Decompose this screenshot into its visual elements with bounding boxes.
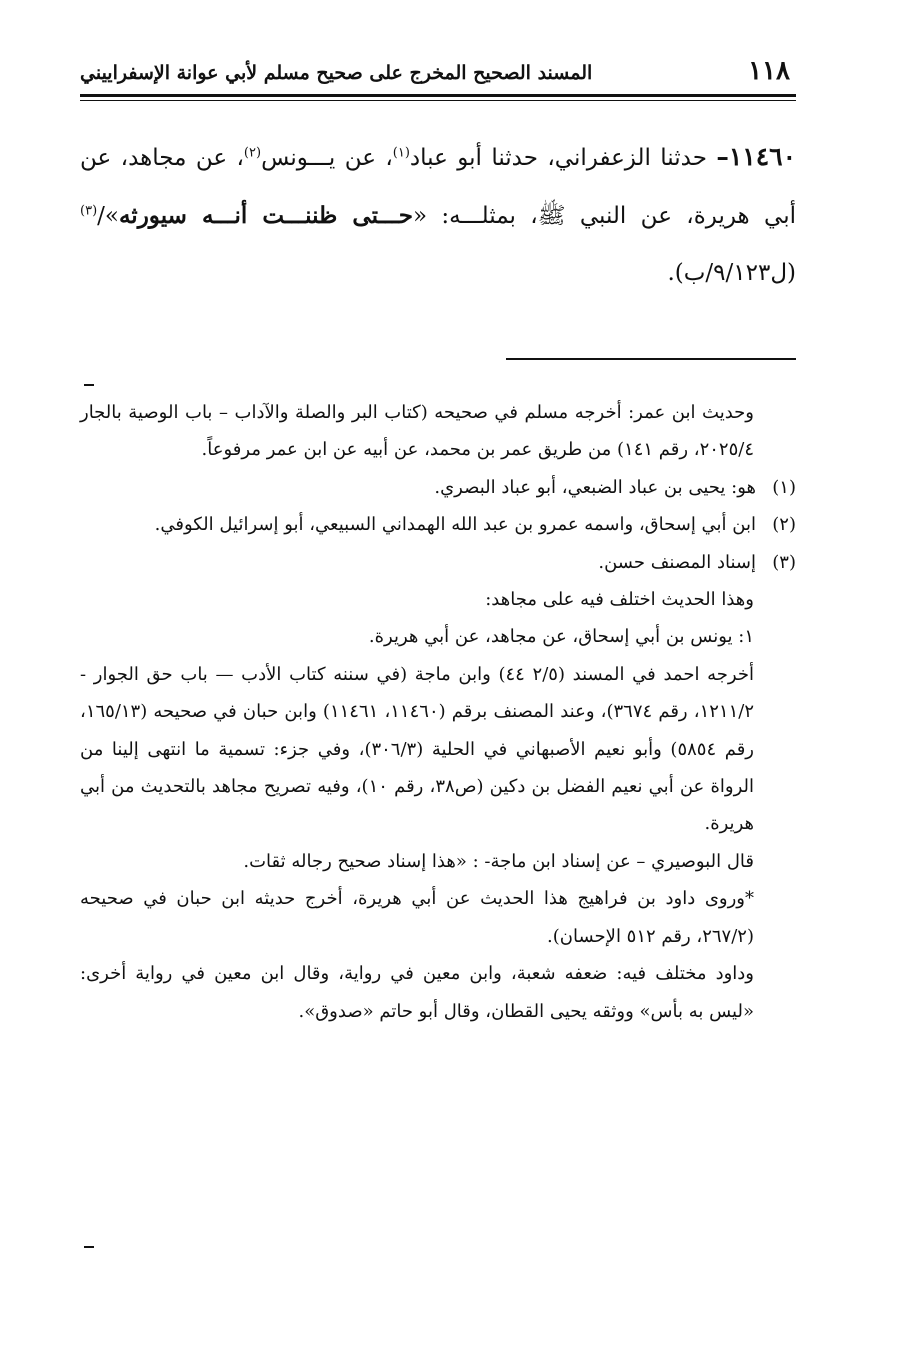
page-header [80,50,796,92]
hadith-number: ١١٤٦٠– [716,142,796,171]
discussion-dawud: *وروى داود بن فراهيج هذا الحديث عن أبي هريرة، أخرج حديثه ابن حبان في صحيحه (٢٦٧/٢، رقم ٥١٢ الإحسان). [80,888,754,947]
hadith-quote-close: »/ [97,203,119,229]
hadith-chain-1: حدثنا الزعفراني، حدثنا أبو عباد [409,145,717,171]
page-number: ١١٨ [748,56,790,86]
footnote-number: (٣) [772,551,796,573]
discussion-dawud-grading: وداود مختلف فيه: ضعفه شعبة، وابن معين في رواية، وقال ابن معين في رواية أخرى: «ليس به بأس» ووثقه يحيى القطان، وقال أبو حاتم «صدوق». [80,963,754,1022]
footnote-1 [80,469,796,506]
footnote-ref-3[interactable]: (٣) [80,203,98,219]
footnote-ref-1[interactable]: (١) [392,145,410,161]
hadith-chain-3: ، عن مجاهد، عن أبي هريرة، عن النبي ﷺ، بمثلـــه: « [80,145,796,229]
footnote-3 [80,544,796,581]
discussion-route-1: ١: يونس بن أبي إسحاق، عن مجاهد، عن أبي هريرة. [368,626,754,648]
footnotes-section [80,394,796,1030]
footnote-number: (٢) [772,514,796,536]
header-rule-thick [80,94,796,97]
footnote-continuation: وحديث ابن عمر: أخرجه مسلم في صحيحه (كتاب البر والصلة والآداب – باب الوصية بالجار ٢٠٢٥/٤، رقم ١٤١) من طريق عمر بن محمد، عن أبيه عن ابن عمر مرفوعاً. [80,402,754,461]
footnote-2 [80,506,796,543]
hadith-quote: حـــتى ظننـــت أنـــه سيورثه [118,202,413,229]
footnote-text: ابن أبي إسحاق، واسمه عمرو بن عبد الله الهمداني السبيعي، أبو إسرائيل الكوفي. [154,514,756,536]
running-title: المسند الصحيح المخرج على صحيح مسلم لأبي عوانة الإسفراييني [80,62,593,84]
footnote-number: (١) [772,476,796,498]
footnote-separator [506,358,796,360]
footnote-ref-2[interactable]: (٢) [243,145,262,161]
header-rule-thin [80,100,796,101]
hadith-chain-2: ، عن يـــونس [261,145,393,171]
margin-dash-bottom [84,1246,94,1248]
discussion-takhrij: أخرجه احمد في المسند (٢/٥ ٤٤) وابن ماجة (في سننه كتاب الأدب — باب حق الجوار - ١٢١١/٢، رقم ٣٦٧٤)، وعند المصنف برقم (١١٤٦٠، ١١٤٦١) وابن حبان في صحيحه (١٦٥/١٣، رقم ٥٨٥٤) وأبو نعيم الأصبهاني في الحلية (٣٠٦/٣)، وفي جزء: تسمية ما انتهى إلينا من الرواة عن أبي نعيم الفضل بن دكين (ص٣٨، رقم ١٠)، وفيه تصريح مجاهد بالتحديث من أبي هريرة. [80,663,755,835]
manuscript-reference: (ل٩/١٢٣/ب). [667,260,796,286]
discussion-busiri: قال البوصيري – عن إسناد ابن ماجة- : «هذا إسناد صحيح رجاله ثقات. [243,850,754,872]
footnote-text: هو: يحيى بن عباد الضبعي، أبو عباد البصري. [434,476,756,498]
discussion-intro: وهذا الحديث اختلف فيه على مجاهد: [485,589,754,611]
footnote-text: إسناد المصنف حسن. [598,551,756,573]
book-page [80,50,796,1340]
hadith-text [80,128,796,302]
margin-dash-top [84,384,94,386]
